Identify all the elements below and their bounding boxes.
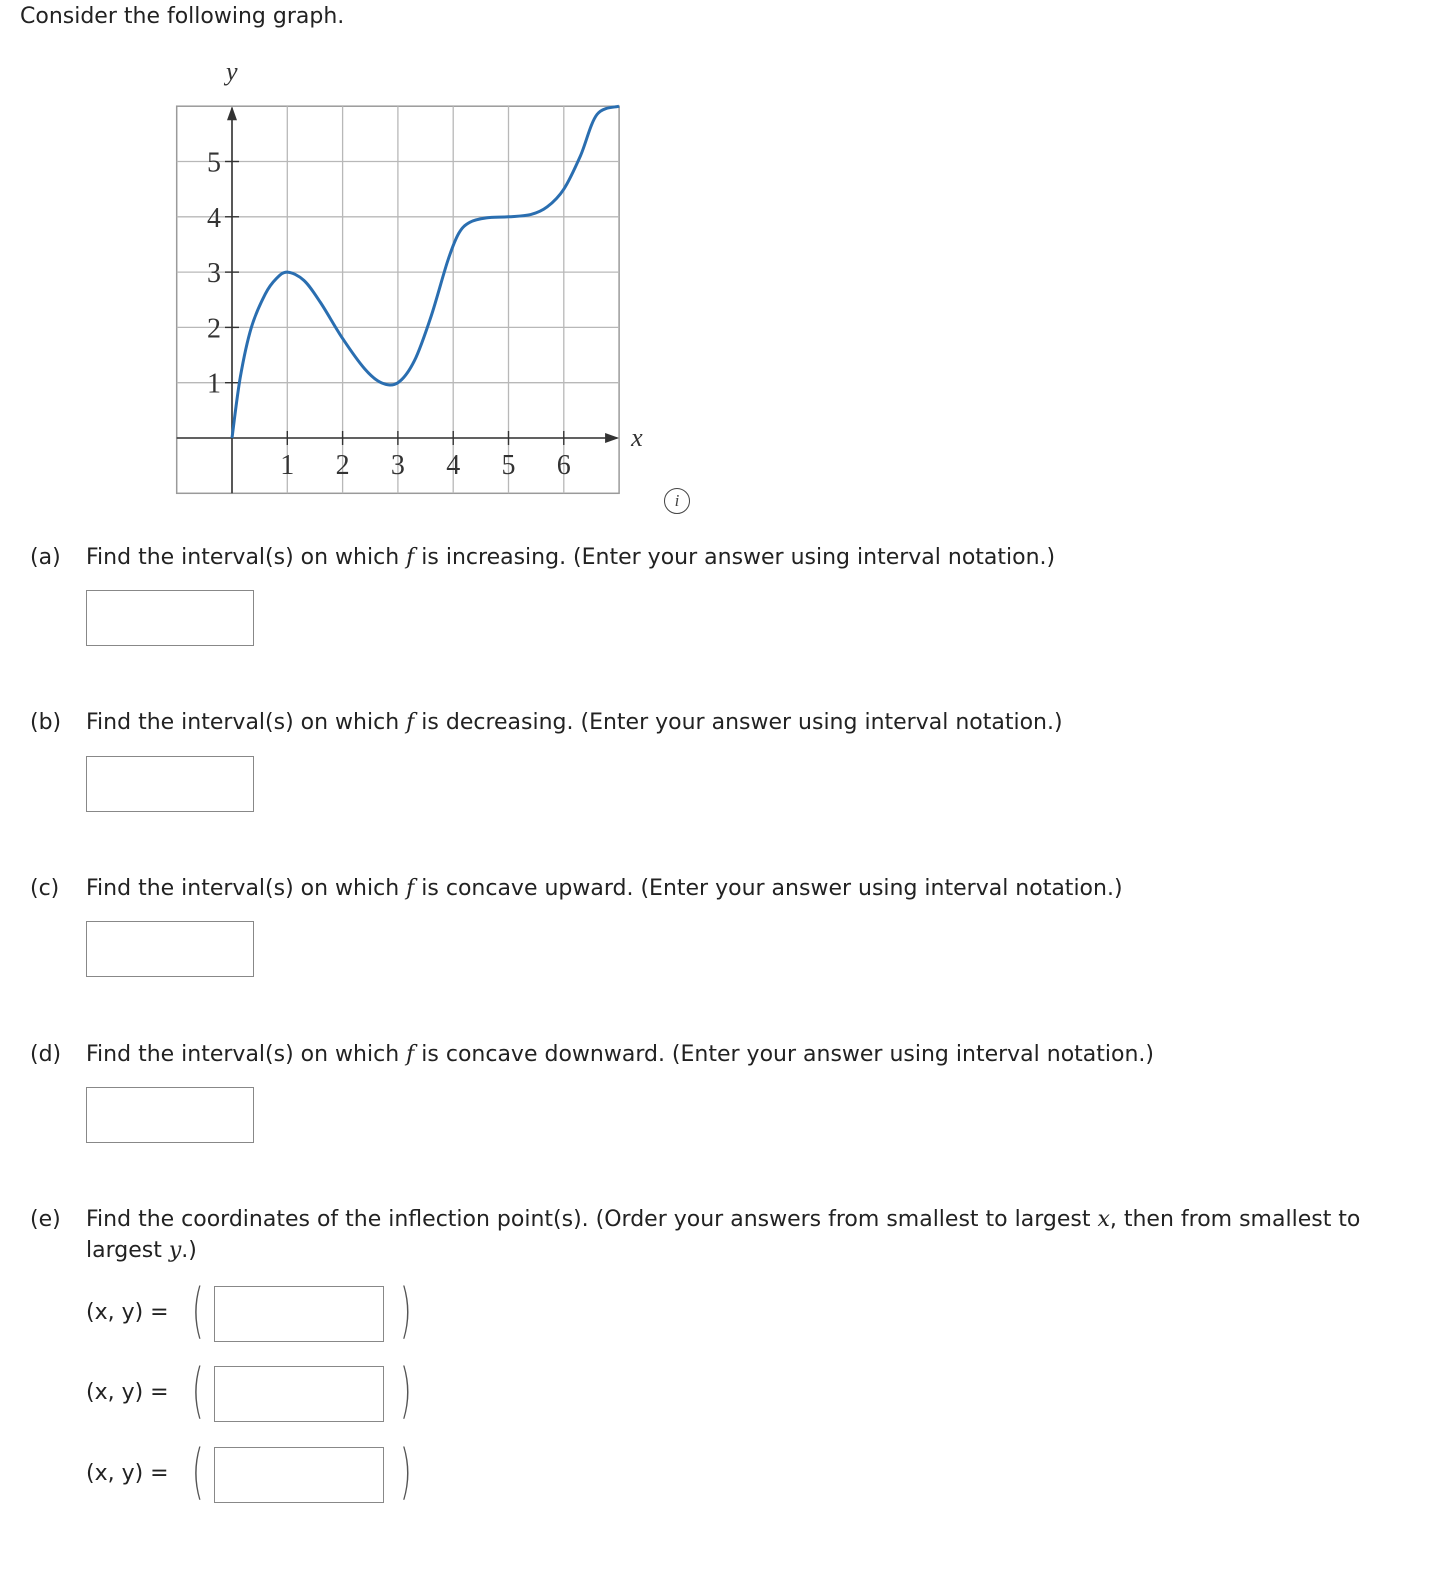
- question-letter: (a): [30, 545, 61, 570]
- inflection-point-row-1: [86, 1276, 426, 1346]
- x-tick-label: 3: [390, 450, 405, 481]
- coord-label: (x, y) =: [86, 1380, 169, 1405]
- inflection-point-input-2[interactable]: [214, 1366, 384, 1422]
- coord-label: (x, y) =: [86, 1300, 169, 1325]
- tick-labels: [207, 148, 571, 482]
- x-tick-label: 6: [556, 450, 571, 481]
- question-text: Find the interval(s) on which f is concave upward. (Enter your answer using interval notation.): [86, 876, 1123, 901]
- answer-input-b[interactable]: [86, 756, 254, 812]
- y-tick-label: 5: [207, 147, 221, 179]
- x-tick-label: 4: [446, 450, 461, 481]
- question-text: Find the interval(s) on which f is increasing. (Enter your answer using interval notation.): [86, 545, 1056, 570]
- y-tick-label: 1: [207, 368, 221, 400]
- y-tick-label: 2: [207, 313, 221, 345]
- close-paren: ): [399, 1437, 412, 1507]
- x-tick-label: 1: [280, 450, 295, 481]
- question-text: Find the interval(s) on which f is concave downward. (Enter your answer using interval notation.): [86, 1042, 1154, 1067]
- x-axis-arrow: [605, 433, 619, 443]
- open-paren: (: [191, 1276, 204, 1346]
- x-axis-label: x: [631, 423, 643, 452]
- problem-prompt: Consider the following graph.: [20, 4, 345, 29]
- open-paren: (: [191, 1437, 204, 1507]
- function-graph: [170, 60, 670, 510]
- x-tick-label: 2: [335, 450, 350, 481]
- inflection-point-row-2: [86, 1356, 426, 1426]
- question-letter: (e): [30, 1207, 61, 1232]
- question-letter: (b): [30, 710, 62, 735]
- y-axis-arrow: [227, 106, 237, 120]
- question-letter: (c): [30, 876, 60, 901]
- y-tick-label: 3: [207, 258, 221, 290]
- coord-label: (x, y) =: [86, 1461, 169, 1486]
- answer-input-c[interactable]: [86, 921, 254, 977]
- question-text: Find the coordinates of the inflection point(s). (Order your answers from smallest to largest x, then from smallest to largest y.): [86, 1207, 1361, 1263]
- close-paren: ): [399, 1276, 412, 1346]
- question-text: Find the interval(s) on which f is decreasing. (Enter your answer using interval notation.): [86, 710, 1063, 735]
- answer-input-d[interactable]: [86, 1087, 254, 1143]
- answer-input-a[interactable]: [86, 590, 254, 646]
- inflection-point-input-3[interactable]: [214, 1447, 384, 1503]
- y-axis-label: y: [226, 60, 238, 87]
- inflection-point-input-1[interactable]: [214, 1286, 384, 1342]
- y-tick-label: 4: [207, 202, 221, 234]
- x-tick-label: 5: [501, 450, 516, 481]
- open-paren: (: [191, 1356, 204, 1426]
- close-paren: ): [399, 1356, 412, 1426]
- info-icon[interactable]: i: [664, 488, 690, 514]
- inflection-point-row-3: [86, 1437, 426, 1507]
- question-letter: (d): [30, 1042, 62, 1067]
